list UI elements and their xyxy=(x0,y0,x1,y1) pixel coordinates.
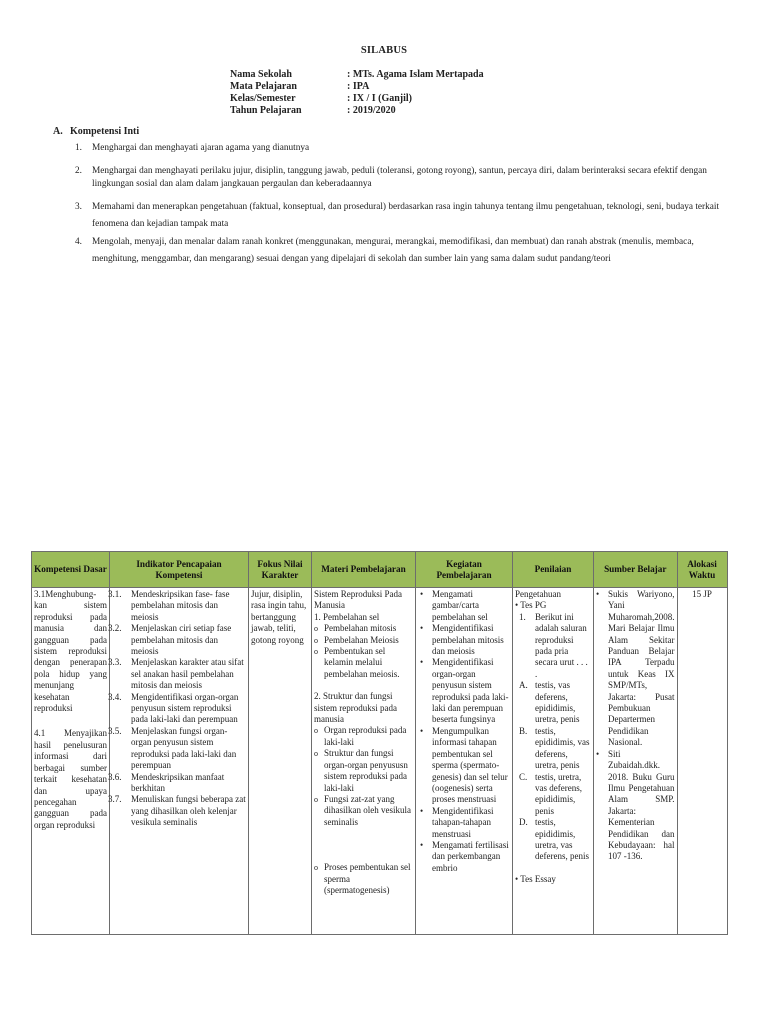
header-kompetensi-dasar: Kompetensi Dasar xyxy=(32,552,110,588)
question-text: Berikut ini adalah saluran reproduksi pada pria secara urut . . . . xyxy=(535,611,588,679)
bullet-icon: • xyxy=(596,589,600,599)
bullet-icon: • xyxy=(515,873,521,884)
kd-item: 3.1Menghubung-kan sistem reproduksi pada manusia dan gangguan pada sistem reproduksi dengan penerapan pola hidup yang menunjang kesehatan reproduksi xyxy=(34,589,107,714)
cell-materi xyxy=(312,588,416,935)
ki-number: 3. xyxy=(75,202,82,212)
option-text: testis, vas deferens, epididimis, uretra, penis xyxy=(535,680,580,725)
option-letter: C. xyxy=(519,771,528,782)
bullet-icon: • xyxy=(420,805,424,816)
header-penilaian: Penilaian xyxy=(513,552,594,588)
cell-sumber xyxy=(594,588,678,935)
bullet-icon: • xyxy=(596,748,600,759)
option-letter: D. xyxy=(519,817,528,828)
cell-penilaian xyxy=(513,588,594,935)
kegiatan-item xyxy=(418,840,510,874)
indikator-number: 3.4. xyxy=(108,691,122,702)
indikator-item xyxy=(108,725,246,772)
indikator-number: 3.2. xyxy=(108,623,122,634)
indikator-text: Mendeskripsikan fase- fase pembelahan mitosis dan meiosis xyxy=(131,589,230,622)
indikator-item xyxy=(108,691,246,726)
table-row xyxy=(32,588,728,935)
kompetensi-inti-heading xyxy=(53,126,139,137)
indikator-item xyxy=(108,657,246,691)
materi-subitem-text: Pembentukan sel kelamin melalui pembelahan meiosis. xyxy=(324,646,400,679)
cell-fokus-nilai: Jujur, disiplin, rasa ingin tahu, bertanggung jawab, teliti, gotong royong xyxy=(249,588,312,935)
circle-bullet-icon: o xyxy=(314,635,318,645)
bullet-icon: • xyxy=(515,600,521,611)
bullet-icon: • xyxy=(420,589,424,599)
ki-text: Mengolah, menyaji, dan menalar dalam ranah konkret (menggunakan, mengurai, merangkai, memodifikasi, dan membuat) dan ranah abstrak (menulis, membaca, menghitung, menggambar, dan mengarang) sesuai dengan yang dipelajari di sekolah dan sumber lain yang sama dalam sudut pandang/teori xyxy=(92,237,694,264)
sumber-text: Sukis Wariyono, Yani Muharomah,2008. Mari Belajar Ilmu Alam Sekitar Panduan Belajar IPA Terpadu untuk Keas IX SMP/MTs, Jakarta: Pusat Pembukuan Departermen Pendidikan Nasional. xyxy=(608,589,675,748)
materi-intro-text: Sistem Reproduksi Pada Manusia xyxy=(314,589,402,611)
kegiatan-text: Mengamati gambar/carta pembelahan sel xyxy=(432,589,488,622)
kegiatan-text: Mengidentifikasi organ-organ penyusun sistem reproduksi pada laki-laki dan perempuan beserta fungsinya xyxy=(432,657,509,725)
tes-essay-label: Tes Essay xyxy=(520,873,556,884)
ki-text: Memahami dan menerapkan pengetahuan (faktual, konseptual, dan prosedural) berdasarkan rasa ingin tahunya tentang ilmu pengetahuan, teknologi, seni, budaya terkait fenomena dan kejadian tampak mata xyxy=(92,202,720,229)
bullet-icon: • xyxy=(420,657,424,668)
kegiatan-text: Mengidentifikasi tahapan-tahapan menstruasi xyxy=(432,805,494,839)
header-materi: Materi Pembelajaran xyxy=(312,552,416,588)
section-letter: A. xyxy=(53,126,63,137)
kegiatan-text: Mengamati fertilisasi dan perkembangan embrio xyxy=(432,839,509,873)
kegiatan-item xyxy=(418,806,510,840)
materi-section-1: 1. Pembelahan sel xyxy=(314,611,380,622)
materi-subitem-text: Struktur dan fungsi organ-organ penyususn sistem reproduksi pada laki-laki xyxy=(324,748,408,793)
materi-subitem xyxy=(314,748,413,794)
kegiatan-text: Mengumpulkan informasi tahapan pembentukan sel sperma (spermato-genesis) dan sel telur (oogenesis) serta proses menstruasi xyxy=(432,725,508,805)
circle-bullet-icon: o xyxy=(314,647,318,657)
tes-essay-item xyxy=(515,874,591,885)
table-header-row xyxy=(32,552,728,588)
kegiatan-item xyxy=(418,589,510,623)
kegiatan-text: Mengidentifikasi pembelahan mitosis dan meiosis xyxy=(432,623,504,657)
indikator-number: 3.5. xyxy=(108,725,122,736)
materi-section-2: 2. Struktur dan fungsi sistem reproduksi pada manusia xyxy=(314,691,397,725)
materi-subitem xyxy=(314,646,413,680)
kegiatan-item xyxy=(418,623,510,657)
materi-subitem xyxy=(314,862,413,896)
indikator-number: 3.7. xyxy=(108,794,122,805)
answer-option xyxy=(515,772,591,818)
question-number: 1. xyxy=(519,611,526,622)
answer-option xyxy=(515,680,591,726)
meta-key: Nama Sekolah xyxy=(230,69,292,80)
meta-key: Kelas/Semester xyxy=(230,93,296,104)
indikator-text: Menuliskan fungsi beberapa zat yang dihasilkan oleh kelenjar vesikula seminalis xyxy=(131,794,246,828)
indikator-text: Menjelaskan ciri setiap fase pembelahan mitosis dan meiosis xyxy=(131,623,232,657)
meta-value: : 2019/2020 xyxy=(347,105,396,116)
indikator-number: 3.1. xyxy=(108,589,122,599)
indikator-item xyxy=(108,794,246,828)
indikator-item xyxy=(108,623,246,657)
ki-number: 4. xyxy=(75,237,82,247)
materi-subitem xyxy=(314,635,413,646)
circle-bullet-icon: o xyxy=(314,749,318,759)
option-text: testis, epididimis, vas deferens, uretra, penis xyxy=(535,725,590,771)
meta-key: Mata Pelajaran xyxy=(230,81,297,92)
meta-value: : IX / I (Ganjil) xyxy=(347,93,412,104)
penilaian-head: Pengetahuan xyxy=(515,589,561,599)
materi-subitem xyxy=(314,794,413,828)
meta-value: : IPA xyxy=(347,81,370,92)
materi-subitem-text: Pembelahan Meiosis xyxy=(324,634,399,645)
ki-number: 1. xyxy=(75,143,82,153)
meta-value: : MTs. Agama Islam Mertapada xyxy=(347,69,484,80)
materi-intro xyxy=(314,589,413,612)
cell-alokasi: 15 JP xyxy=(677,588,727,935)
kd-item: 4.1 Menyajikan hasil penelusuran informasi dari berbagai sumber terkait kesehatan dan upaya pencegahan gangguan pada organ reproduksi xyxy=(34,728,107,830)
bullet-icon: • xyxy=(420,623,424,634)
sumber-item xyxy=(596,589,675,749)
materi-subitem xyxy=(314,725,413,748)
section-title: Kompetensi Inti xyxy=(70,126,140,137)
tes-pg-label: Tes PG xyxy=(520,600,547,611)
header-sumber: Sumber Belajar xyxy=(594,552,678,588)
header-kegiatan: Kegiatan Pembelajaran xyxy=(416,552,513,588)
circle-bullet-icon: o xyxy=(314,624,318,634)
sumber-item xyxy=(596,749,675,863)
bullet-icon: • xyxy=(420,839,424,850)
materi-subitem-text: Pembelahan mitosis xyxy=(324,623,397,634)
indikator-number: 3.3. xyxy=(108,657,122,668)
indikator-text: Mendeskripsikan manfaat berkhitan xyxy=(131,771,225,793)
materi-subitem xyxy=(314,623,413,634)
ki-number: 2. xyxy=(75,166,82,176)
circle-bullet-icon: o xyxy=(314,863,318,873)
materi-subitem-text: Organ reproduksi pada laki-laki xyxy=(324,725,407,747)
question-item xyxy=(515,612,591,680)
document-title: SILABUS xyxy=(360,45,408,56)
cell-kegiatan xyxy=(416,588,513,935)
answer-option xyxy=(515,726,591,772)
option-letter: B. xyxy=(519,725,528,736)
ki-text: Menghargai dan menghayati ajaran agama yang dianutnya xyxy=(92,143,310,153)
cell-kompetensi-dasar xyxy=(32,588,110,935)
indikator-text: Mengidentifikasi organ-organ penyusun sistem reproduksi pada laki-laki dan perempuan xyxy=(131,691,239,725)
option-letter: A. xyxy=(519,680,528,691)
materi-subitem-text: Proses pembentukan sel sperma (spermatogenesis) xyxy=(324,862,411,895)
sumber-text: Siti Zubaidah.dkk. 2018. Buku Guru Ilmu Pengetahuan Alam SMP. Jakarta: Kementerian Pendidikan dan Kebudayaan: hal 107 -136. xyxy=(608,748,675,862)
header-indikator: Indikator Pencapaian Kompetensi xyxy=(110,552,249,588)
option-text: testis, epididimis, uretra, vas deferens, penis xyxy=(535,817,589,862)
kegiatan-item xyxy=(418,657,510,725)
header-alokasi: Alokasi Waktu xyxy=(677,552,727,588)
meta-key: Tahun Pelajaran xyxy=(230,105,302,116)
circle-bullet-icon: o xyxy=(314,794,318,804)
circle-bullet-icon: o xyxy=(314,726,318,736)
indikator-text: Menjelaskan karakter atau sifat sel anakan hasil pembelahan mitosis dan meiosis xyxy=(131,657,244,691)
bullet-icon: • xyxy=(420,725,424,736)
syllabus-table xyxy=(31,551,728,935)
materi-subitem-text: Fungsi zat-zat yang dihasilkan oleh vesikula seminalis xyxy=(324,793,411,827)
answer-option xyxy=(515,817,591,863)
indikator-item xyxy=(108,771,246,795)
header-fokus-nilai: Fokus Nilai Karakter xyxy=(249,552,312,588)
ki-text: Menghargai dan menghayati perilaku jujur, disiplin, tanggung jawab, peduli (toleransi, gotong royong), santun, percaya diri, dalam berinteraksi secara efektif dengan lingkungan sosial dan alam dalam jangkauan pergaulan dan keberadaannya xyxy=(92,166,707,189)
indikator-item xyxy=(108,589,246,623)
cell-indikator xyxy=(110,588,249,935)
tes-pg-item xyxy=(515,600,591,611)
kegiatan-item xyxy=(418,726,510,806)
option-text: testis, uretra, vas deferens, epididimis, penis xyxy=(535,771,582,816)
indikator-number: 3.6. xyxy=(108,771,122,782)
indikator-text: Menjelaskan fungsi organ-organ penyusun sistem reproduksi pada laki-laki dan perempuan xyxy=(131,725,237,771)
